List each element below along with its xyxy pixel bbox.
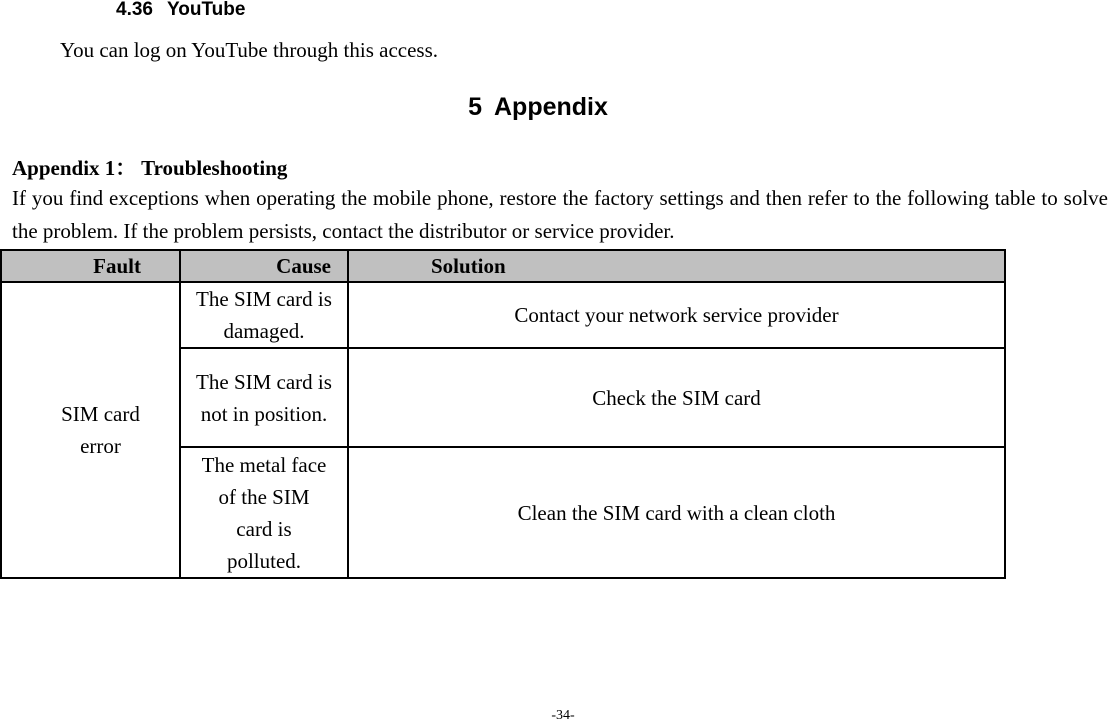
- header-cause: Cause: [180, 250, 348, 282]
- fault-label: SIM card error: [61, 402, 140, 458]
- appendix-title: Appendix 1： Troubleshooting: [12, 156, 288, 180]
- page-number: -34-: [551, 708, 575, 723]
- cause-text: The metal face of the SIM card is polluted.: [201, 452, 327, 573]
- solution-cell: Check the SIM card: [348, 348, 1005, 447]
- solution-cell: Clean the SIM card with a clean cloth: [348, 447, 1005, 578]
- troubleshooting-table: [0, 249, 1006, 579]
- cause-text: The SIM card is not in position.: [196, 369, 332, 426]
- cause-cell: [180, 447, 348, 578]
- cause-cell: [180, 348, 348, 447]
- section-heading: [116, 0, 245, 21]
- solution-cell: Contact your network service provider: [348, 282, 1005, 348]
- chapter-heading: [0, 93, 1076, 122]
- chapter-title: Appendix: [494, 93, 608, 121]
- header-solution: Solution: [348, 250, 1005, 282]
- chapter-number: 5: [468, 93, 482, 121]
- fault-cell: [1, 282, 180, 578]
- section-title: YouTube: [166, 0, 246, 20]
- header-fault: Fault: [1, 250, 180, 282]
- table-header-row: [1, 250, 1005, 282]
- appendix-intro: If you find exceptions when operating the mobile phone, restore the factory settings and then refer to the following table to solve the problem. If the problem persists, contact the distributor or service provider.: [12, 186, 1108, 243]
- cause-cell: The SIM card is damaged.: [180, 282, 348, 348]
- section-number: 4.36: [116, 0, 153, 20]
- section-body-text: You can log on YouTube through this access.: [60, 38, 439, 62]
- table-row: [1, 282, 1005, 348]
